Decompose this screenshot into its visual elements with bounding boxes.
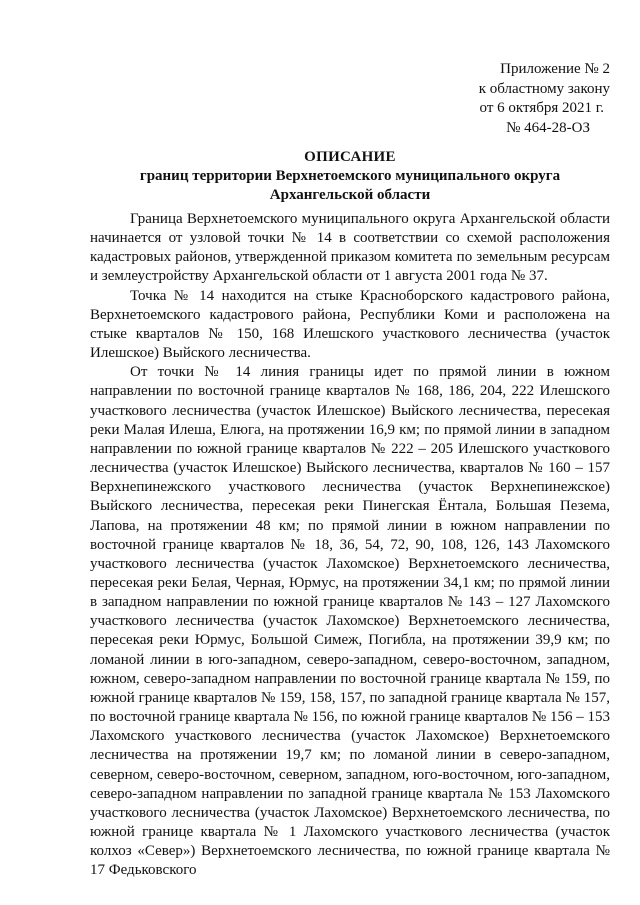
paragraph-point-location: Точка № 14 находится на стыке Красноборского кадастрового района, Верхнетоемского кадастрового района, Республики Коми и расположена на стыке кварталов № 150, 168 Илешского участкового лесничества (участок Илешское) Выйского лесничества. bbox=[90, 287, 610, 362]
paragraph-boundary-description: От точки № 14 линия границы идет по прямой линии в южном направлении по восточной границе кварталов № 168, 186, 204, 222 Илешского участкового лесничества (участок Илешское) Выйского лесничества, пересекая реки Малая Илеша, Елюга, на протяжении 16,9 км; по прямой линии в западном направлении по южной границе кварталов № 222 – 205 Илешского участкового лесничества (участок Илешское) Выйского лесничества, кварталов № 160 – 157 Верхнепинежского участкового лесничества (участок Верхнепинежское) Выйского лесничества, пересекая реки Пинегская Ёнтала, Большая Пезема, Лапова, на протяжении 48 км; по прямой линии в южном направлении по восточной границе кварталов № 18, 36, 54, 72, 90, 108, 126, 143 Лахомского участкового лесничества (участок Лахомское) Верхнетоемского лесничества, пересекая реки Белая, Черная, Юрмус, на протяжении 34,1 км; по прямой линии в западном направлении по южной границе кварталов № 143 – 127 Лахомского участкового лесничества (участок Лахомское) Верхнетоемского лесничества, пересекая реки Юрмус, Большой Симеж, Погибла, на протяжении 39,9 км; по ломаной линии в юго-западном, северо-западном, северо-восточном, западном, южном, северо-западном направлении по восточной границе квартала № 159, по южной границе кварталов № 159, 158, 157, по западной границе квартала № 157, по восточной границе квартала № 156, по южной границе кварталов № 156 – 153 Лахомского участкового лесничества (участок Лахомское) Верхнетоемского лесничества на протяжении 19,7 км; по ломаной линии в северо-западном, северном, северо-восточном, северном, западном, юго-восточном, юго-западном, северо-западном направлении по западной границе квартала № 153 Лахомского участкового лесничества (участок Лахомское) Верхнетоемского лесничества, по южной границе квартала № 1 Лахомского участкового лесничества (участок колхоз «Север») Верхнетоемского лесничества, по южной границе квартала № 17 Федьковского bbox=[90, 364, 610, 879]
appendix-law-reference: к областному закону bbox=[478, 80, 610, 97]
appendix-date: от 6 октября 2021 г. bbox=[479, 100, 604, 116]
document-heading bbox=[90, 148, 610, 205]
appendix-reference bbox=[430, 60, 610, 138]
document-subtitle-line-2: Архангельской области bbox=[269, 187, 431, 203]
document-subtitle-line-1: границ территории Верхнетоемского муниципального округа bbox=[139, 168, 561, 184]
appendix-number: Приложение № 2 bbox=[500, 61, 610, 77]
document-body bbox=[90, 210, 610, 880]
appendix-law-number: № 464-28-ОЗ bbox=[506, 119, 590, 136]
paragraph-start-point: Граница Верхнетоемского муниципального округа Архангельской области начинается от узловой точки № 14 в соответствии со схемой расположения кадастровых районов, утвержденной приказом комитета по земельным ресурсам и землеустройству Архангельской области от 1 августа 2001 года № 37. bbox=[90, 211, 610, 285]
document-title: ОПИСАНИЕ bbox=[304, 149, 396, 165]
